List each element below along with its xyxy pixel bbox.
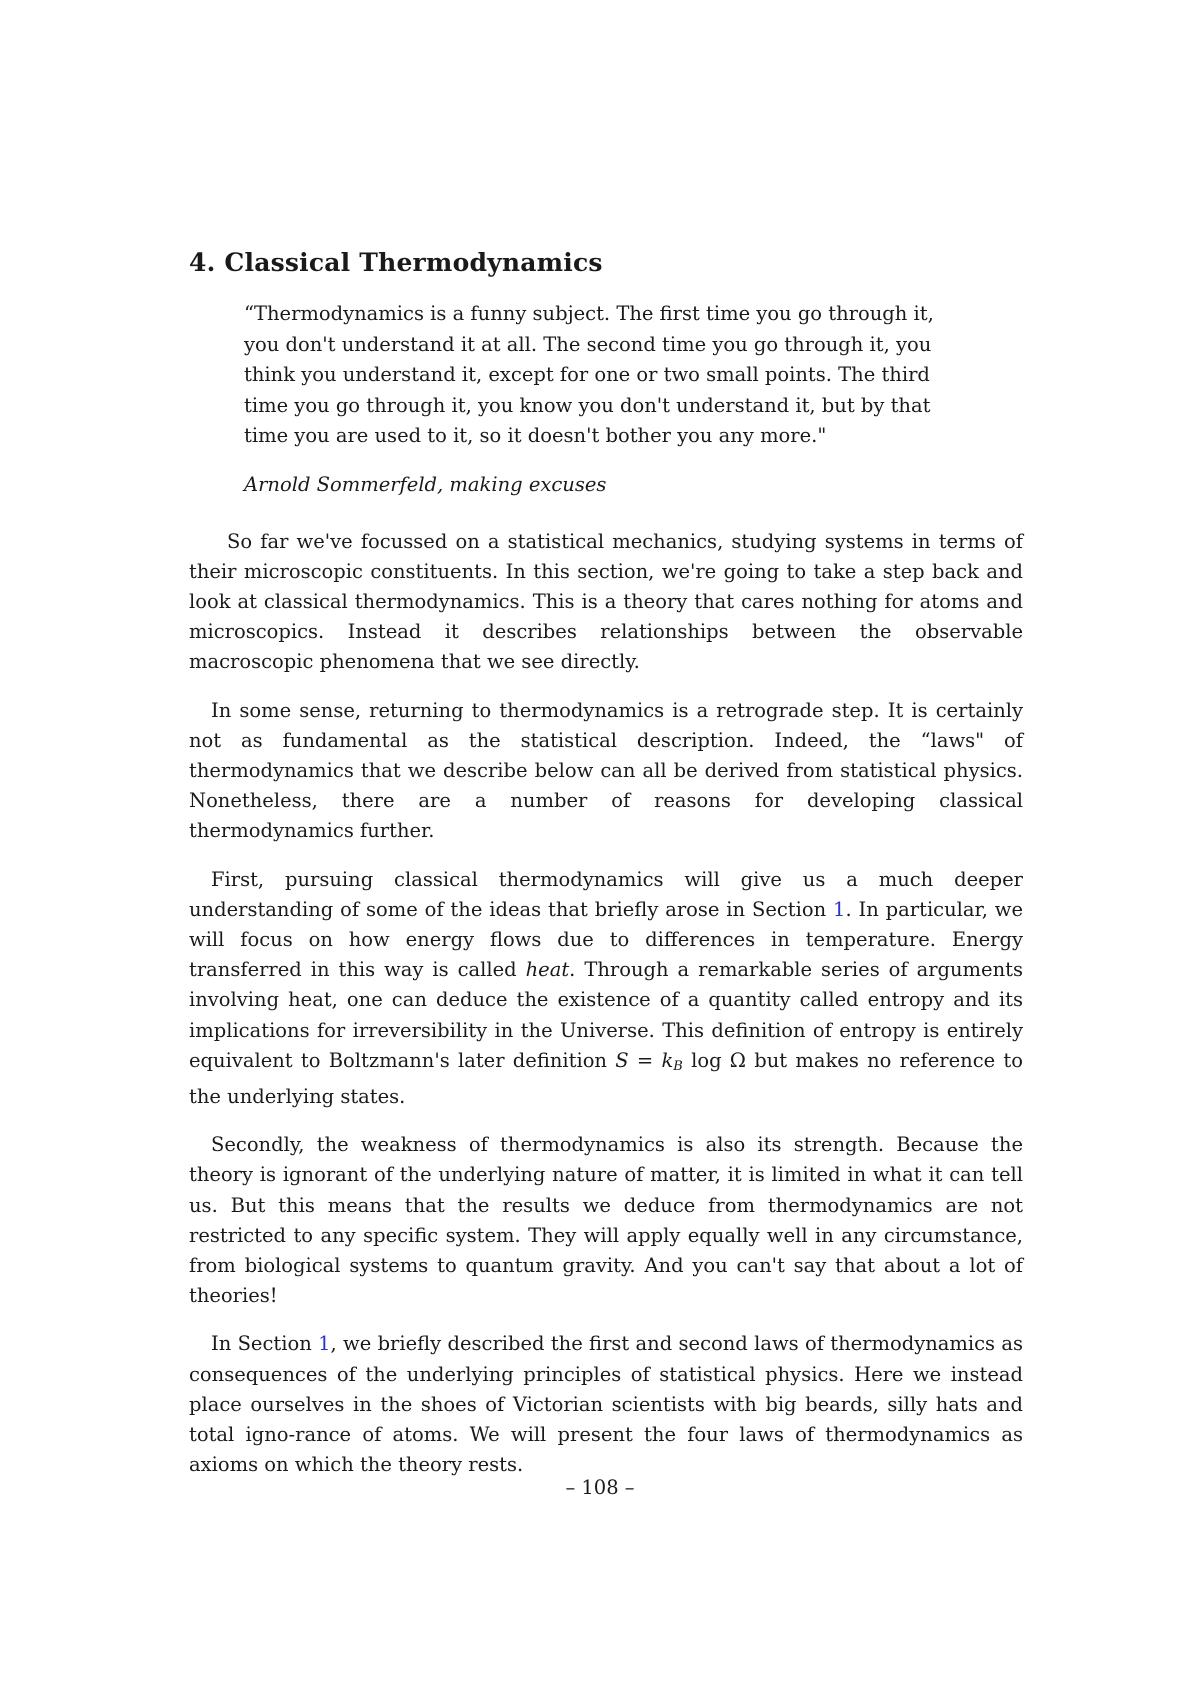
paragraph-2: In some sense, returning to thermodynamics is a retrograde step. It is certainly not as fundamental as the statistical description. Indeed, the “laws" of thermodynamics that we describe below can all be derived from statistical physics. Nonetheless, there are a number of reasons for developing classical thermodynamics further. [189, 698, 1023, 843]
epigraph-quote: “Thermodynamics is a funny subject. The first time you go through it, you don't understand it at all. The second time you go through it, you think you understand it, except for one or two small points. The third time you go through it, you know you don't understand it, but by that time you are used to it, so it doesn't bother you any more." [244, 302, 934, 447]
paragraph-3-text-b: . In particular, we will focus on how energy flows due to differences in temperature. Energy transferred in this way is called [189, 897, 1023, 982]
epigraph-attribution: Arnold Sommerfeld, making excuses [244, 472, 607, 496]
formula-subscript-b: B [673, 1058, 683, 1074]
entropy-formula [615, 1049, 746, 1072]
paragraph-3-text-c: . Through a remarkable series of arguments involving heat, one can deduce the existence of a quantity called entropy and its implications for irreversibility in the Universe. This definition of entropy is entirely equivalent to Boltzmann's later definition [189, 958, 1023, 1072]
paragraph-5 [189, 1329, 1023, 1480]
paragraph-3-text-a: First, pursuing classical thermodynamics will give us a much deeper understanding of some of the ideas that briefly arose in Section [189, 867, 1023, 921]
paragraph-1: So far we've focussed on a statistical mechanics, studying systems in terms of their microscopic constituents. In this section, we're going to take a step back and look at classical thermodynamics. This is a theory that cares nothing for atoms and microscopics. Instead it describes relationships between the observable macroscopic phenomena that we see directly. [189, 529, 1023, 674]
paragraph-3 [189, 865, 1023, 1113]
section-title: Classical Thermodynamics [224, 248, 603, 277]
formula-log-omega: log Ω [682, 1048, 746, 1072]
page-number: – 108 – [565, 1476, 635, 1499]
section-1-link-2[interactable]: 1 [318, 1332, 331, 1356]
paragraph-5-text-a: In Section [211, 1332, 319, 1356]
page-content [189, 248, 1023, 1480]
formula-s: S [615, 1048, 629, 1072]
section-number: 4. [189, 248, 216, 277]
formula-k: k [661, 1048, 674, 1072]
section-heading [189, 248, 1023, 277]
paragraph-3-text-d: but makes no reference to the underlying states. [189, 1048, 1023, 1108]
term-heat: heat [525, 958, 570, 982]
paragraph-4: Secondly, the weakness of thermodynamics is also its strength. Because the theory is ignorant of the underlying nature of matter, it is limited in what it can tell us. But this means that the results we deduce from thermodynamics are not restricted to any specific system. They will apply equally well in any circumstance, from biological systems to quantum gravity. And you can't say that about a lot of theories! [189, 1133, 1023, 1308]
paragraph-5-text-b: , we briefly described the first and second laws of thermodynamics as consequences of the underlying principles of statistical physics. Here we instead place ourselves in the shoes of Victorian scientists with big beards, silly hats and total igno-rance of atoms. We will present the four laws of thermodynamics as axioms on which the theory rests. [189, 1332, 1024, 1477]
formula-equals: = [628, 1048, 662, 1072]
section-1-link[interactable]: 1 [833, 897, 846, 921]
